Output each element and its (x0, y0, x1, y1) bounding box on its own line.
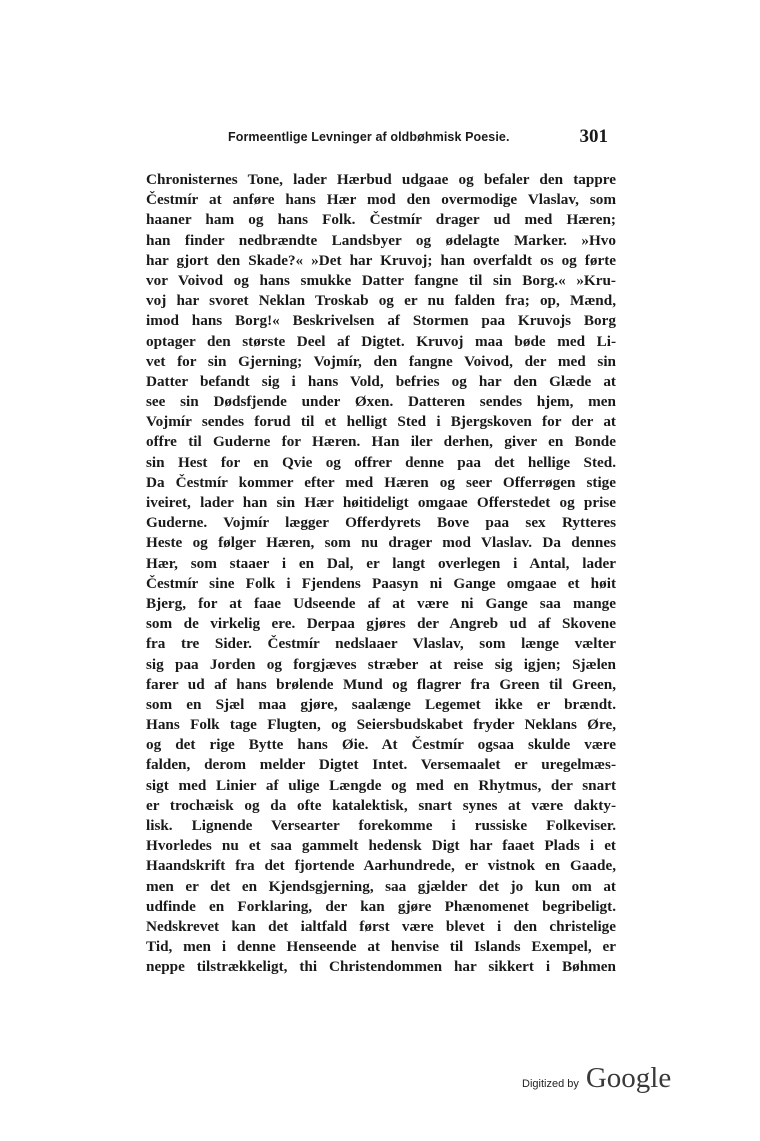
page-number: 301 (579, 126, 608, 147)
text-line: see sin Dødsfjende under Øxen. Datteren sendes hjem, men (146, 393, 616, 411)
text-line: iveiret, lader han sin Hær høitideligt omgaae Offerstedet og prise (146, 494, 616, 511)
text-line: Bjerg, for at faae Udseende af at være ni Gange saa mange (146, 594, 616, 612)
text-line: Čestmír sine Folk i Fjendens Paasyn ni Gange omgaae et høit (146, 574, 616, 592)
text-line: Guderne. Vojmír lægger Offerdyrets Bove paa sex Rytteres (146, 514, 616, 532)
text-line: har gjort den Skade?« »Det har Kruvoj; han overfaldt os og førte (146, 251, 616, 269)
text-line: optager den største Deel af Digtet. Kruvoj maa bøde med Li- (146, 332, 616, 350)
text-line: imod hans Borg!« Beskrivelsen af Stormen paa Kruvojs Borg (146, 312, 616, 330)
text-line: offre til Guderne for Hæren. Han iler derhen, giver en Bonde (146, 433, 616, 451)
text-line: voj har svoret Neklan Troskab og er nu falden fra; op, Mænd, (146, 292, 616, 310)
text-line: falden, derom melder Digtet Intet. Versemaalet er uregelmæs- (146, 756, 616, 774)
text-line: sigt med Linier af ulige Længde og med en Rhytmus, der snart (146, 776, 616, 794)
text-line: og det rige Bytte hans Øie. At Čestmír ogsaa skulde være (146, 736, 616, 754)
text-line: udfinde en Forklaring, der kan gjøre Phænomenet begribeligt. (146, 897, 616, 915)
text-line: sin Hest for en Qvie og offrer denne paa det hellige Sted. (146, 453, 616, 471)
text-line: han finder nedbrændte Landsbyer og ødelagte Marker. »Hvo (146, 231, 616, 249)
text-line: men er det en Kjendsgjerning, saa gjælder det jo kun om at (146, 877, 616, 895)
text-line: neppe tilstrækkeligt, thi Christendommen har sikkert i Bøhmen (146, 958, 616, 976)
text-line: farer ud af hans brølende Mund og flagrer fra Green til Green, (146, 675, 616, 693)
text-line: Hvorledes nu et saa gammelt hedensk Digt har faaet Plads i et (146, 837, 616, 855)
digitized-by-google-watermark (522, 1062, 671, 1102)
digitized-by-label: Digitized by (522, 1078, 579, 1090)
text-line: vor Voivod og hans smukke Datter fangne til sin Borg.« »Kru- (146, 271, 616, 289)
text-line: Hær, som staaer i en Dal, er langt overlegen i Antal, lader (146, 554, 616, 572)
text-line: haaner ham og hans Folk. Čestmír drager ud med Hæren; (146, 211, 616, 229)
text-line: vet for sin Gjerning; Vojmír, den fangne Voivod, der med sin (146, 352, 616, 370)
text-line: Tid, men i denne Henseende at henvise til Islands Exempel, er (146, 938, 616, 956)
google-logo: Google (585, 1062, 672, 1094)
text-line: som en Sjæl maa gjøre, saalænge Legemet ikke er brændt. (146, 695, 616, 713)
text-line: Nedskrevet kan det ialtfald først være blevet i den christelige (146, 917, 616, 935)
text-line: Hans Folk tage Flugten, og Seiersbudskabet fryder Neklans Øre, (146, 716, 616, 734)
running-head (146, 126, 616, 154)
text-line: Chronisternes Tone, lader Hærbud udgaae og befaler den tappre (146, 171, 616, 188)
text-line: Čestmír at anføre hans Hær mod den overmodige Vlaslav, som (146, 191, 616, 209)
running-title: Formeentlige Levninger af oldbøhmisk Poesie. (228, 130, 510, 144)
text-line: Vojmír sendes forud til et helligt Sted i Bjergskoven for der at (146, 413, 616, 431)
text-line: er trochæisk og da ofte katalektisk, snart synes at være dakty- (146, 796, 616, 814)
text-line: fra tre Sider. Čestmír nedslaaer Vlaslav, som længe vælter (146, 635, 616, 653)
text-line: Heste og følger Hæren, som nu drager mod Vlaslav. Da dennes (146, 534, 616, 552)
text-line: Haandskrift fra det fjortende Aarhundrede, er vistnok en Gaade, (146, 857, 616, 875)
text-line: som de virkelig ere. Derpaa gjøres der Angreb ud af Skovene (146, 615, 616, 633)
text-line: lisk. Lignende Versearter forekomme i russiske Folkeviser. (146, 817, 616, 834)
text-line: Datter befandt sig i hans Vold, befries og har den Glæde at (146, 372, 616, 390)
body-text (146, 170, 616, 978)
text-line: Da Čestmír kommer efter med Hæren og seer Offerrøgen stige (146, 473, 616, 491)
text-line: sig paa Jorden og forgjæves stræber at reise sig igjen; Sjælen (146, 655, 616, 673)
